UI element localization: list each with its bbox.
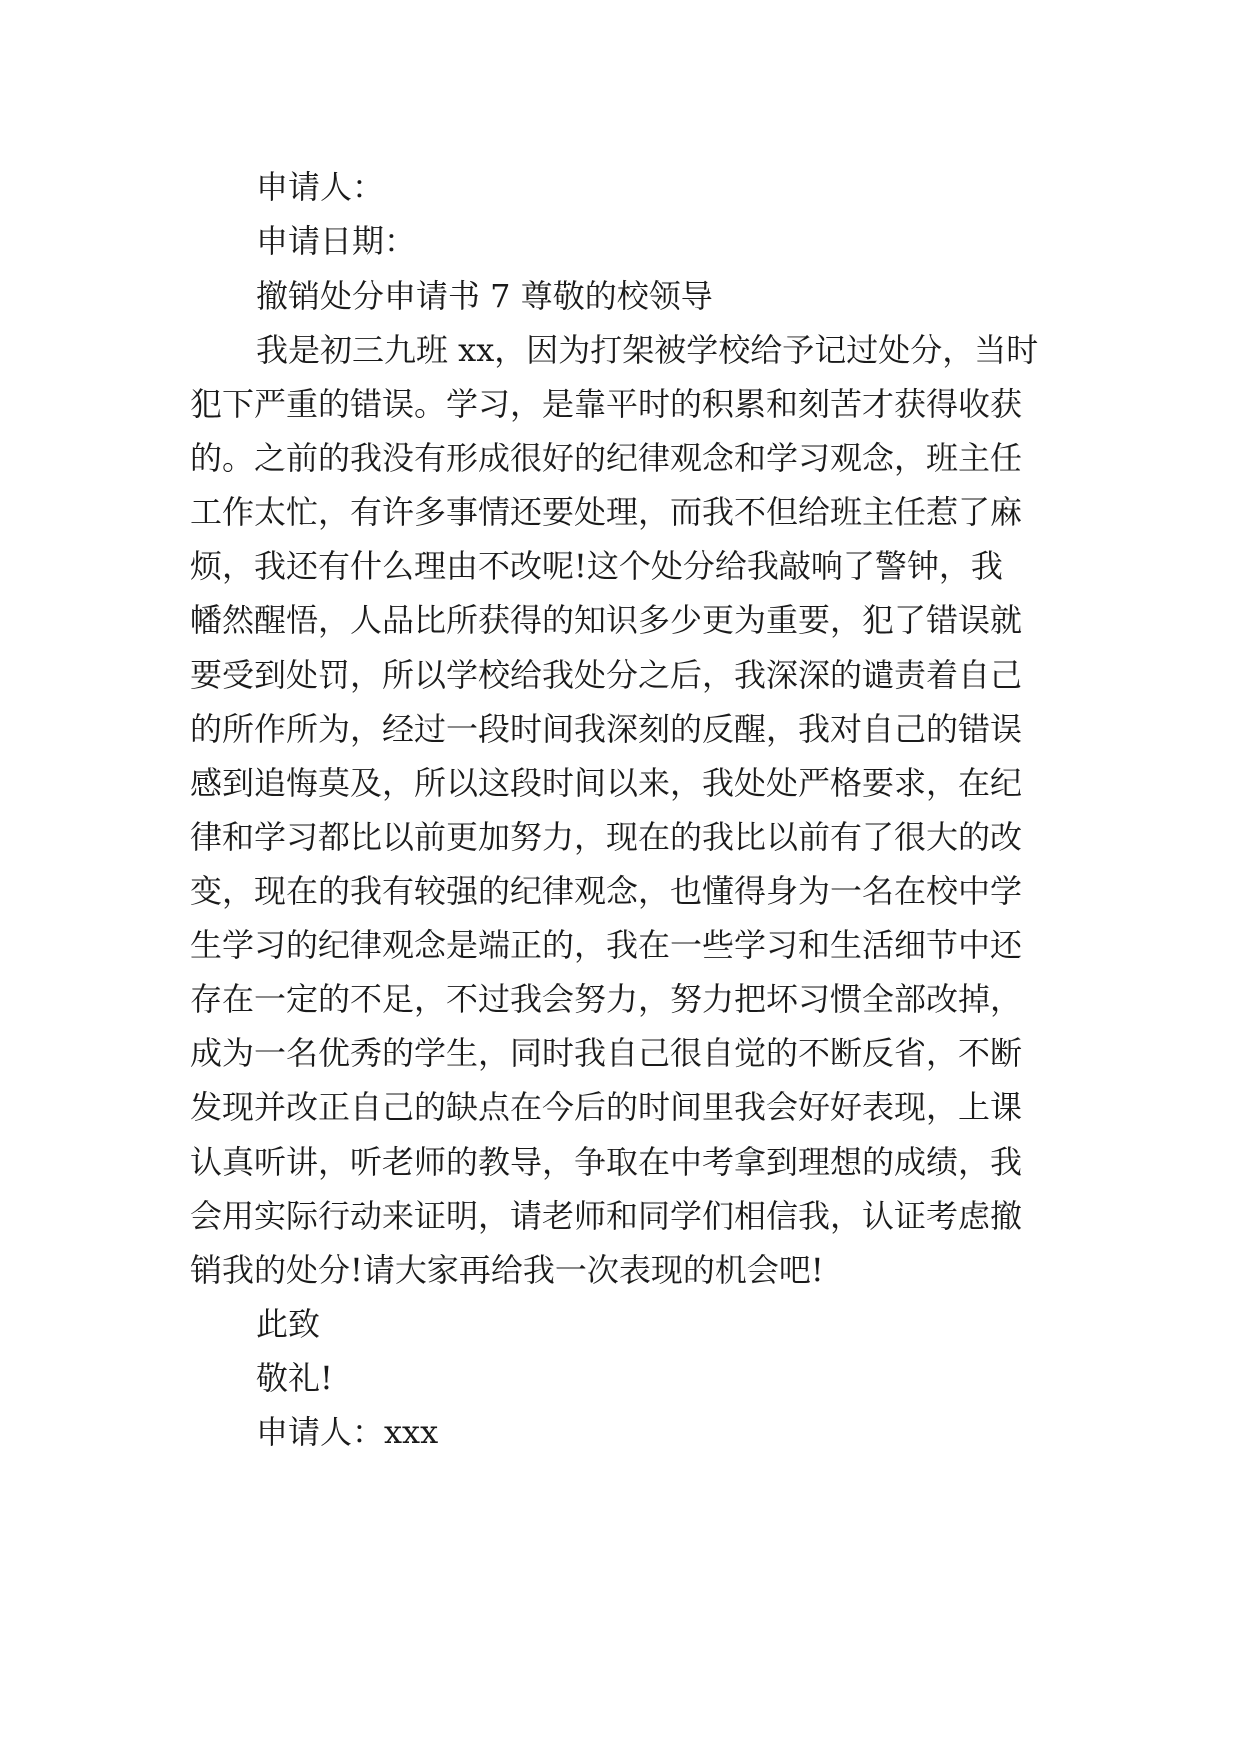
closing-regards: 敬礼! <box>256 1359 333 1397</box>
body-line: 会用实际行动来证明，请老师和同学们相信我，认证考虑撤 <box>190 1197 1023 1235</box>
body-line: 生学习的纪律观念是端正的，我在一些学习和生活细节中还 <box>190 926 1023 964</box>
body-line: 感到追悔莫及，所以这段时间以来，我处处严格要求，在纪 <box>190 764 1023 802</box>
applicant-label: 申请人： <box>256 168 385 206</box>
signature-line: 申请人：xxx <box>256 1413 439 1451</box>
body-line: 销我的处分!请大家再给我一次表现的机会吧! <box>190 1251 824 1289</box>
document-title: 撤销处分申请书 7 尊敬的校领导 <box>256 277 713 315</box>
body-line: 成为一名优秀的学生，同时我自己很自觉的不断反省，不断 <box>190 1034 1023 1072</box>
body-line: 的所作所为，经过一段时间我深刻的反醒，我对自己的错误 <box>190 710 1023 748</box>
body-line: 犯下严重的错误。学习，是靠平时的积累和刻苦才获得收获 <box>190 385 1023 423</box>
body-line: 变，现在的我有较强的纪律观念，也懂得身为一名在校中学 <box>190 872 1023 910</box>
body-line: 我是初三九班 xx，因为打架被学校给予记过处分，当时 <box>256 331 1039 369</box>
body-line: 认真听讲，听老师的教导，争取在中考拿到理想的成绩，我 <box>190 1143 1023 1181</box>
date-label: 申请日期： <box>256 222 417 260</box>
body-line: 律和学习都比以前更加努力，现在的我比以前有了很大的改 <box>190 818 1023 856</box>
body-line: 存在一定的不足，不过我会努力，努力把坏习惯全部改掉， <box>190 980 1023 1018</box>
body-line: 工作太忙，有许多事情还要处理，而我不但给班主任惹了麻 <box>190 493 1023 531</box>
body-line: 烦，我还有什么理由不改呢!这个处分给我敲响了警钟，我 <box>190 547 1003 585</box>
body-line: 幡然醒悟，人品比所获得的知识多少更为重要，犯了错误就 <box>190 601 1023 639</box>
body-line: 发现并改正自己的缺点在今后的时间里我会好好表现，上课 <box>190 1088 1023 1126</box>
closing-salutation: 此致 <box>256 1305 321 1343</box>
body-line: 要受到处罚，所以学校给我处分之后，我深深的谴责着自己 <box>190 656 1023 694</box>
body-line: 的。之前的我没有形成很好的纪律观念和学习观念，班主任 <box>190 439 1023 477</box>
